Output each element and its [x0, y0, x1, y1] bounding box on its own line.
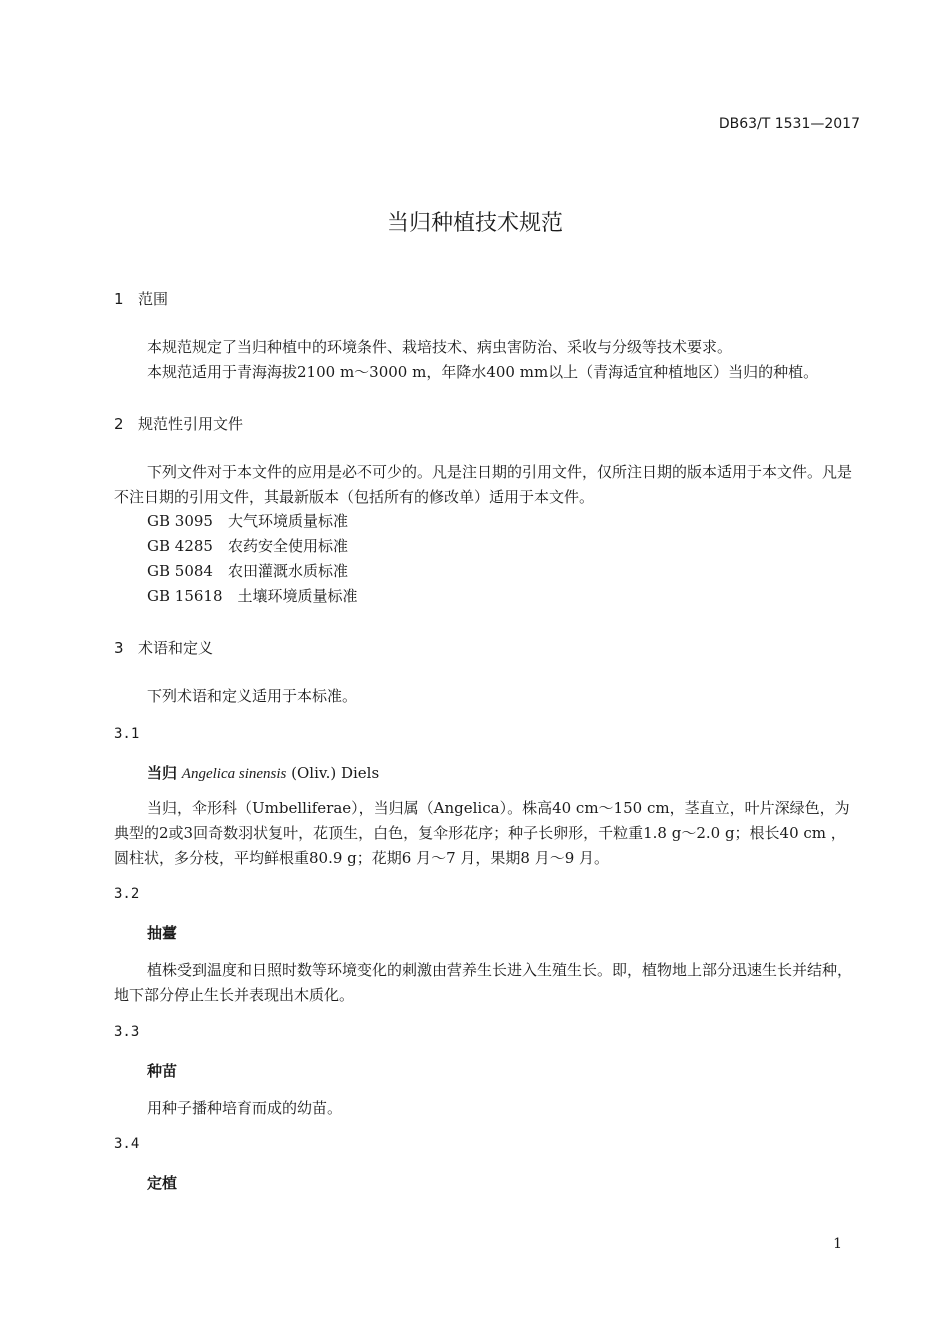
- term-definition: 植株受到温度和日照时数等环境变化的刺激由营养生长进入生殖生长。即，植物地上部分迅速生长并结种，地下部分停止生长并表现出木质化。: [114, 961, 853, 1004]
- section-label: 规范性引用文件: [138, 415, 244, 433]
- term-number: 3.1: [114, 726, 140, 742]
- section-number: 1: [114, 290, 124, 308]
- term-number: 3.4: [114, 1136, 140, 1152]
- reference-item: GB 4285 农药安全使用标准: [147, 537, 348, 555]
- reference-item: GB 15618 土壤环境质量标准: [147, 587, 358, 605]
- references-intro: 下列文件对于本文件的应用是必不可少的。凡是注日期的引用文件，仅所注日期的版本适用于本文件。凡是不注日期的引用文件，其最新版本（包括所有的修改单）适用于本文件。: [114, 463, 853, 506]
- section-number: 3: [114, 639, 124, 657]
- section-heading-terms: [114, 637, 213, 658]
- page-number: 1: [833, 1236, 842, 1252]
- term-name: 定植: [147, 1174, 178, 1192]
- term-heading-angelica: [147, 762, 379, 783]
- section-label: 术语和定义: [138, 639, 214, 657]
- section-heading-scope: [114, 288, 168, 309]
- scope-paragraph-1: 本规范规定了当归种植中的环境条件、栽培技术、病虫害防治、采收与分级等技术要求。: [147, 338, 733, 356]
- term-definition: 用种子播种培育而成的幼苗。: [147, 1099, 343, 1117]
- term-latin-name: Angelica sinensis: [181, 766, 287, 782]
- standard-code: DB63/T 1531—2017: [718, 116, 860, 132]
- reference-item: GB 5084 农田灌溉水质标准: [147, 562, 348, 580]
- term-number: 3.2: [114, 886, 140, 902]
- section-heading-normative-references: [114, 413, 243, 434]
- term-authority: (Oliv.) Diels: [286, 764, 380, 782]
- term-number: 3.3: [114, 1024, 140, 1040]
- term-name: 当归: [147, 764, 178, 782]
- document-title: 当归种植技术规范: [386, 211, 563, 236]
- term-definition: 当归，伞形科（Umbelliferae），当归属（Angelica）。株高40 cm～150 cm，茎直立，叶片深绿色，为典型的2或3回奇数羽状复叶，花顶生，白色，复伞形花序；种子长卵形，千粒重1.8 g～2.0 g；根长40 cm ，圆柱状，多分枝，平均鲜根重80.9 g；花期6 月～7 月，果期8 月～9 月。: [114, 799, 850, 867]
- term-name: 种苗: [147, 1062, 178, 1080]
- term-name: 抽薹: [147, 924, 178, 942]
- reference-item: GB 3095 大气环境质量标准: [147, 512, 348, 530]
- section-label: 范围: [138, 290, 169, 308]
- section-number: 2: [114, 415, 124, 433]
- terms-intro: 下列术语和定义适用于本标准。: [147, 687, 358, 705]
- scope-paragraph-2: 本规范适用于青海海拔2100 m～3000 m，年降水400 mm以上（青海适宜种植地区）当归的种植。: [147, 363, 819, 381]
